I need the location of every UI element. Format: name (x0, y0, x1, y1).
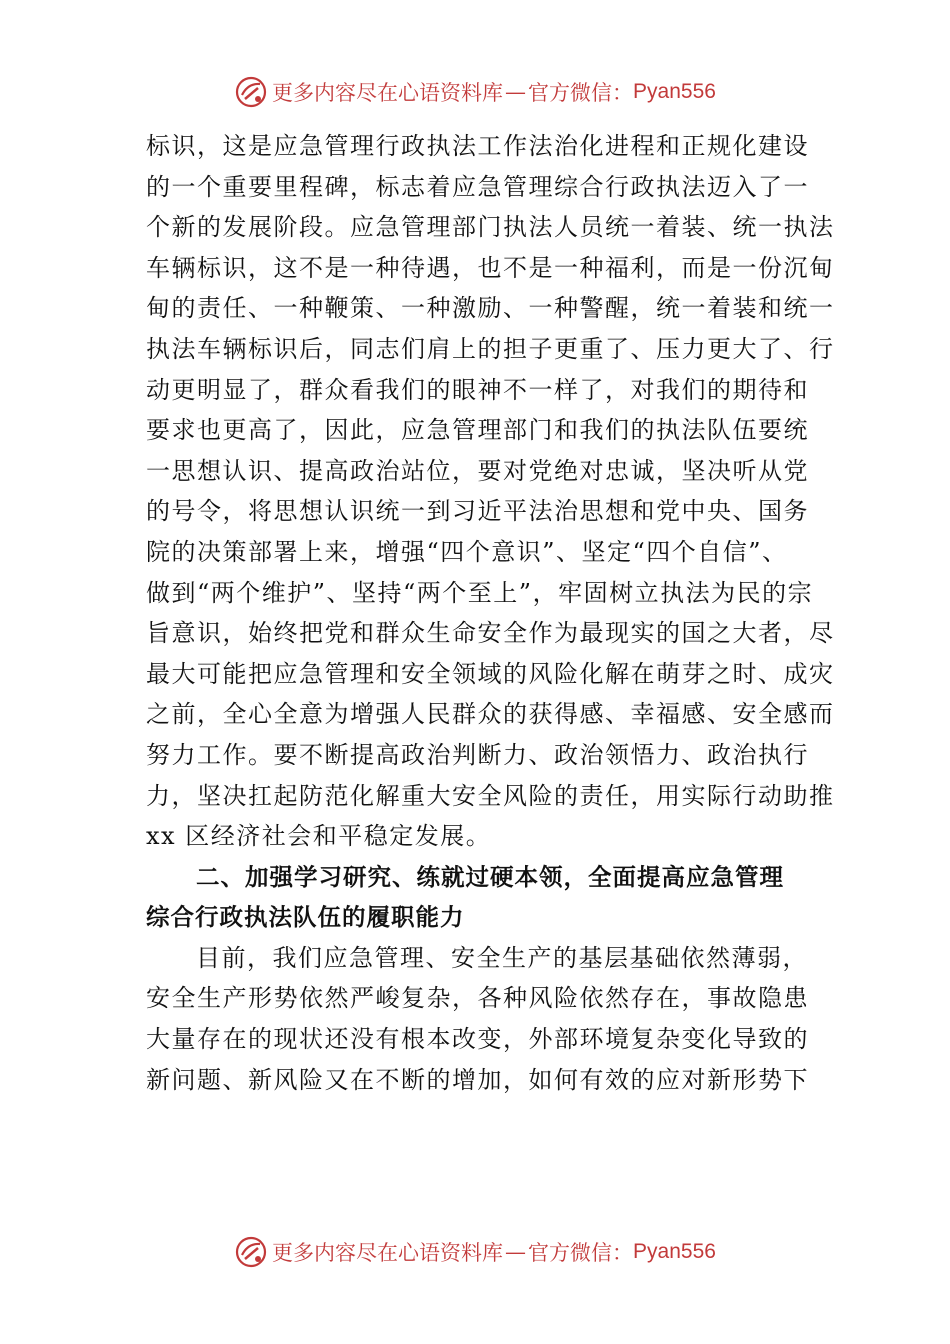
footer-banner (0, 1232, 950, 1272)
body-line: 之前，全心全意为增强人民群众的获得感、幸福感、安全感而 (146, 700, 835, 729)
body-line: 车辆标识，这不是一种待遇，也不是一种福利，而是一份沉甸 (146, 253, 835, 282)
banner-text: 更多内容尽在心语资料库 (272, 1241, 504, 1265)
body-line: 要求也更高了，因此，应急管理部门和我们的执法队伍要统 (146, 416, 809, 445)
banner-wechat-id: Pyan556 (633, 80, 716, 103)
body-line: 力，坚决扛起防范化解重大安全风险的责任，用实际行动助推 (146, 781, 835, 810)
body-line: 最大可能把应急管理和安全领域的风险化解在萌芽之时、成灾 (146, 659, 835, 688)
body-line: xx 区经济社会和平稳定发展。 (146, 822, 492, 851)
banner-text: 更多内容尽在心语资料库 (272, 81, 504, 105)
body-line: 一思想认识、提高政治站位，要对党绝对忠诚，坚决听从党 (146, 456, 809, 485)
section-heading: 综合行政执法队伍的履职能力 (146, 903, 465, 932)
body-line: 大量存在的现状还没有根本改变，外部环境复杂变化导致的 (146, 1025, 809, 1054)
body-line: 目前，我们应急管理、安全生产的基层基础依然薄弱， (196, 943, 808, 972)
banner-wechat-label: 官方微信： (528, 81, 634, 105)
body-line: 安全生产形势依然严峻复杂，各种风险依然存在，事故隐患 (146, 984, 809, 1013)
brand-logo-icon (234, 1235, 268, 1269)
document-body (146, 126, 835, 1100)
banner-wechat-label: 官方微信： (528, 1241, 634, 1265)
body-line: 做到“两个维护”、坚持“两个至上”，牢固树立执法为民的宗 (146, 578, 814, 607)
body-line: 的一个重要里程碑，标志着应急管理综合行政执法迈入了一 (146, 172, 809, 201)
body-line: 院的决策部署上来，增强“四个意识”、坚定“四个自信”、 (146, 537, 788, 566)
body-line: 标识，这是应急管理行政执法工作法治化进程和正规化建设 (146, 132, 809, 160)
brand-logo-icon (234, 75, 268, 109)
body-line: 个新的发展阶段。应急管理部门执法人员统一着装、统一执法 (146, 213, 835, 242)
body-line: 新问题、新风险又在不断的增加，如何有效的应对新形势下 (146, 1065, 809, 1094)
header-banner (0, 72, 950, 112)
body-line: 旨意识，始终把党和群众生命安全作为最现实的国之大者，尽 (146, 619, 835, 648)
body-line: 动更明显了，群众看我们的眼神不一样了，对我们的期待和 (146, 375, 809, 404)
body-line: 执法车辆标识后，同志们肩上的担子更重了、压力更大了、行 (146, 334, 835, 363)
banner-wechat-id: Pyan556 (633, 1240, 716, 1263)
body-line: 甸的责任、一种鞭策、一种激励、一种警醒，统一着装和统一 (146, 294, 835, 323)
body-line: 的号令，将思想认识统一到习近平法治思想和党中央、国务 (146, 497, 809, 526)
body-line: 努力工作。要不断提高政治判断力、政治领悟力、政治执行 (146, 740, 809, 769)
banner-separator: — (505, 80, 527, 104)
section-heading: 二、加强学习研究、练就过硬本领，全面提高应急管理 (196, 862, 784, 891)
banner-separator: — (505, 1240, 527, 1264)
